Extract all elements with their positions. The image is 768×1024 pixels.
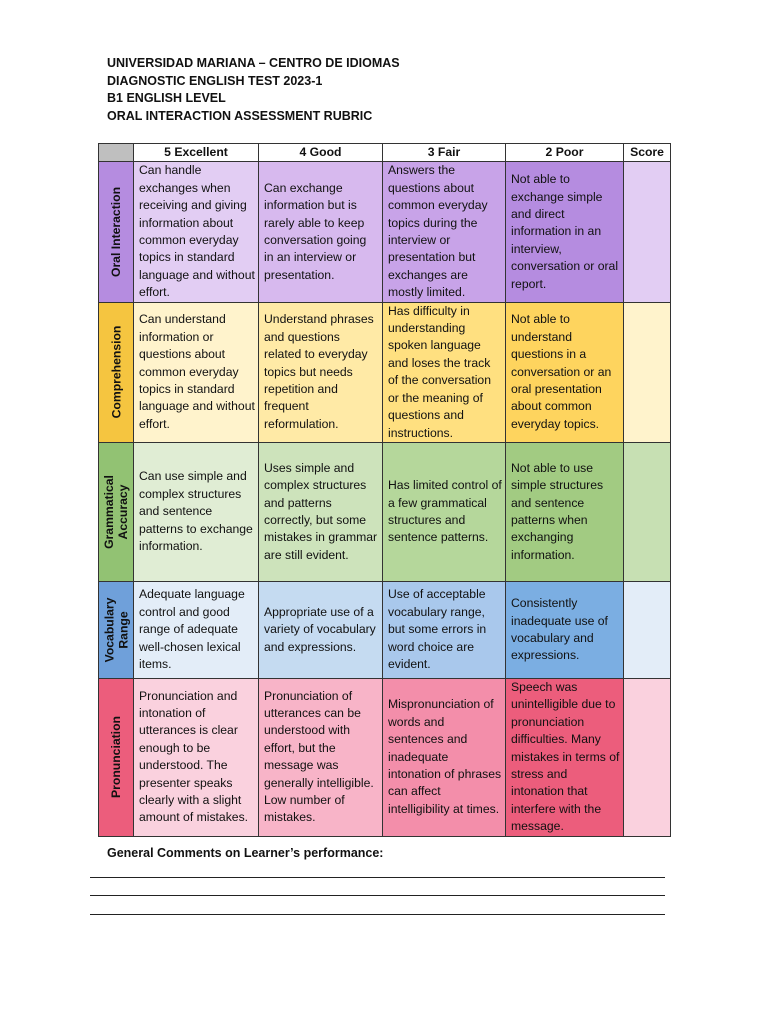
- column-header-good: 4 Good: [259, 144, 383, 162]
- row-label-oral-interaction: [99, 162, 134, 302]
- general-comments-label: General Comments on Learner’s performance:: [107, 846, 384, 860]
- descriptor-cell-pronunciation-good: Pronunciation of utterances can be understood with effort, but the message was generally intelligible. Low number of mistakes.: [259, 678, 383, 836]
- score-cell-vocabulary-range[interactable]: [624, 581, 671, 678]
- document-header: [107, 55, 400, 125]
- descriptor-cell-vocabulary-range-fair: Use of acceptable vocabulary range, but some errors in word choice are evident.: [383, 581, 506, 678]
- row-label-text: Grammatical Accuracy: [102, 474, 130, 549]
- row-label-pronunciation: [99, 678, 134, 836]
- descriptor-cell-grammatical-accuracy-poor: Not able to use simple structures and sentence patterns when exchanging information.: [506, 442, 624, 581]
- row-label-comprehension: [99, 302, 134, 442]
- rubric-table: [98, 143, 671, 837]
- column-header-fair: 3 Fair: [383, 144, 506, 162]
- rubric-row-vocabulary-range: [99, 581, 671, 678]
- rubric-row-grammatical-accuracy: [99, 442, 671, 581]
- institution-title: UNIVERSIDAD MARIANA – CENTRO DE IDIOMAS: [107, 56, 400, 70]
- descriptor-cell-pronunciation-poor: Speech was unintelligible due to pronunciation difficulties. Many mistakes in terms of stress and intonation that interfere with the message.: [506, 678, 624, 836]
- row-label-text: Oral Interaction: [109, 186, 124, 278]
- descriptor-cell-oral-interaction-poor: Not able to exchange simple and direct information in an interview, conversation or oral report.: [506, 162, 624, 302]
- score-cell-oral-interaction[interactable]: [624, 162, 671, 302]
- descriptor-cell-vocabulary-range-excellent: Adequate language control and good range of adequate well-chosen lexical items.: [134, 581, 259, 678]
- rubric-title: ORAL INTERACTION ASSESSMENT RUBRIC: [107, 108, 373, 123]
- column-header-score: Score: [624, 144, 671, 162]
- test-title: DIAGNOSTIC ENGLISH TEST 2023-1: [107, 73, 323, 88]
- descriptor-cell-comprehension-excellent: Can understand information or questions about common everyday topics in standard language and without effort.: [134, 302, 259, 442]
- comment-line-3[interactable]: [90, 914, 665, 915]
- descriptor-cell-vocabulary-range-good: Appropriate use of a variety of vocabulary and expressions.: [259, 581, 383, 678]
- descriptor-cell-comprehension-poor: Not able to understand questions in a conversation or an oral presentation about common everyday topics.: [506, 302, 624, 442]
- comment-line-1[interactable]: [90, 877, 665, 878]
- descriptor-cell-grammatical-accuracy-fair: Has limited control of a few grammatical structures and sentence patterns.: [383, 442, 506, 581]
- score-cell-comprehension[interactable]: [624, 302, 671, 442]
- descriptor-cell-grammatical-accuracy-excellent: Can use simple and complex structures and sentence patterns to exchange information.: [134, 442, 259, 581]
- descriptor-cell-oral-interaction-excellent: Can handle exchanges when receiving and giving information about common everyday topics in standard language and without effort.: [134, 162, 259, 302]
- score-cell-pronunciation[interactable]: [624, 678, 671, 836]
- rubric-row-comprehension: [99, 302, 671, 442]
- column-header-poor: 2 Poor: [506, 144, 624, 162]
- row-label-vocabulary-range: [99, 581, 134, 678]
- descriptor-cell-oral-interaction-good: Can exchange information but is rarely able to keep conversation going in an interview or presentation.: [259, 162, 383, 302]
- header-row: [99, 144, 671, 162]
- rubric-row-oral-interaction: [99, 162, 671, 302]
- descriptor-cell-oral-interaction-fair: Answers the questions about common everyday topics during the interview or presentation but exchanges are mostly limited.: [383, 162, 506, 302]
- row-label-text: Comprehension: [109, 325, 123, 419]
- corner-cell: [99, 144, 134, 162]
- score-cell-grammatical-accuracy[interactable]: [624, 442, 671, 581]
- descriptor-cell-comprehension-good: Understand phrases and questions related to everyday topics but needs repetition and frequent reformulation.: [259, 302, 383, 442]
- descriptor-cell-pronunciation-excellent: Pronunciation and intonation of utterances is clear enough to be understood. The presenter speaks clearly with a slight amount of mistakes.: [134, 678, 259, 836]
- comment-line-2[interactable]: [90, 895, 665, 896]
- descriptor-cell-grammatical-accuracy-good: Uses simple and complex structures and patterns correctly, but some mistakes in grammar are still evident.: [259, 442, 383, 581]
- row-label-text: Pronunciation: [109, 716, 123, 799]
- row-label-text: Vocabulary Range: [102, 597, 130, 663]
- level-title: B1 ENGLISH LEVEL: [107, 91, 226, 105]
- descriptor-cell-pronunciation-fair: Mispronunciation of words and sentences and inadequate intonation of phrases can affect intelligibility at times.: [383, 678, 506, 836]
- column-header-excellent: 5 Excellent: [134, 144, 259, 162]
- row-label-grammatical-accuracy: [99, 442, 134, 581]
- descriptor-cell-vocabulary-range-poor: Consistently inadequate use of vocabulary and expressions.: [506, 581, 624, 678]
- rubric-row-pronunciation: [99, 678, 671, 836]
- descriptor-cell-comprehension-fair: Has difficulty in understanding spoken language and loses the track of the conversation or the meaning of questions and instructions.: [383, 302, 506, 442]
